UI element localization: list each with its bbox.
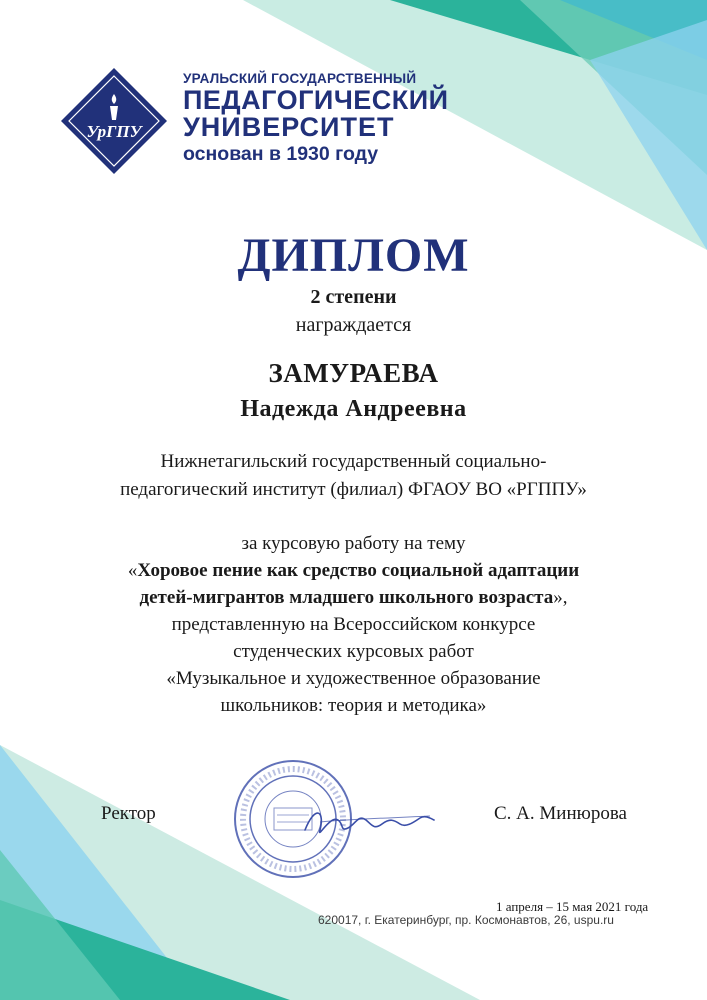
institution-line2: педагогический институт (филиал) ФГАОУ ВО «РГППУ» <box>120 479 587 500</box>
university-founded: основан в 1930 году <box>183 143 379 165</box>
presented-line2: студенческих курсовых работ <box>233 641 474 662</box>
institution <box>0 448 707 504</box>
topic-line2: детей-мигрантов младшего школьного возраста», <box>139 587 568 608</box>
institution-line1: Нижнетагильский государственный социально- <box>160 451 547 472</box>
for-work-label: за курсовую работу на тему <box>241 533 466 554</box>
contest-dates: 1 апреля – 15 мая 2021 года <box>496 899 649 914</box>
university-address: 620017, г. Екатеринбург, пр. Космонавтов, 26, uspu.ru <box>318 913 614 927</box>
award-description <box>0 530 707 719</box>
recipient-surname: ЗАМУРАЕВА <box>268 358 439 388</box>
signer-position: Ректор <box>101 803 156 824</box>
presented-line1: представленную на Всероссийском конкурсе <box>171 614 536 635</box>
contest-line2: школьников: теория и методика» <box>220 695 487 716</box>
university-line3: УНИВЕРСИТЕТ <box>183 112 395 142</box>
university-line2: ПЕДАГОГИЧЕСКИЙ <box>183 85 449 115</box>
contest-line1: «Музыкальное и художественное образование <box>166 668 541 689</box>
diploma-degree: 2 степени <box>310 286 397 308</box>
topic-line1: «Хоровое пение как средство социальной адаптации <box>127 560 580 581</box>
university-name <box>183 71 449 165</box>
signer-name: С. А. Минюрова <box>494 803 627 824</box>
logo-abbr: УрГПУ <box>86 122 142 141</box>
university-line1: УРАЛЬСКИЙ ГОСУДАРСТВЕННЫЙ <box>183 71 417 86</box>
handwritten-signature <box>300 800 450 845</box>
diploma-title: ДИПЛОМ <box>237 229 470 282</box>
university-logo <box>59 66 169 176</box>
recipient-firstname: Надежда Андреевна <box>240 396 467 422</box>
awarded-label: награждается <box>295 314 412 336</box>
